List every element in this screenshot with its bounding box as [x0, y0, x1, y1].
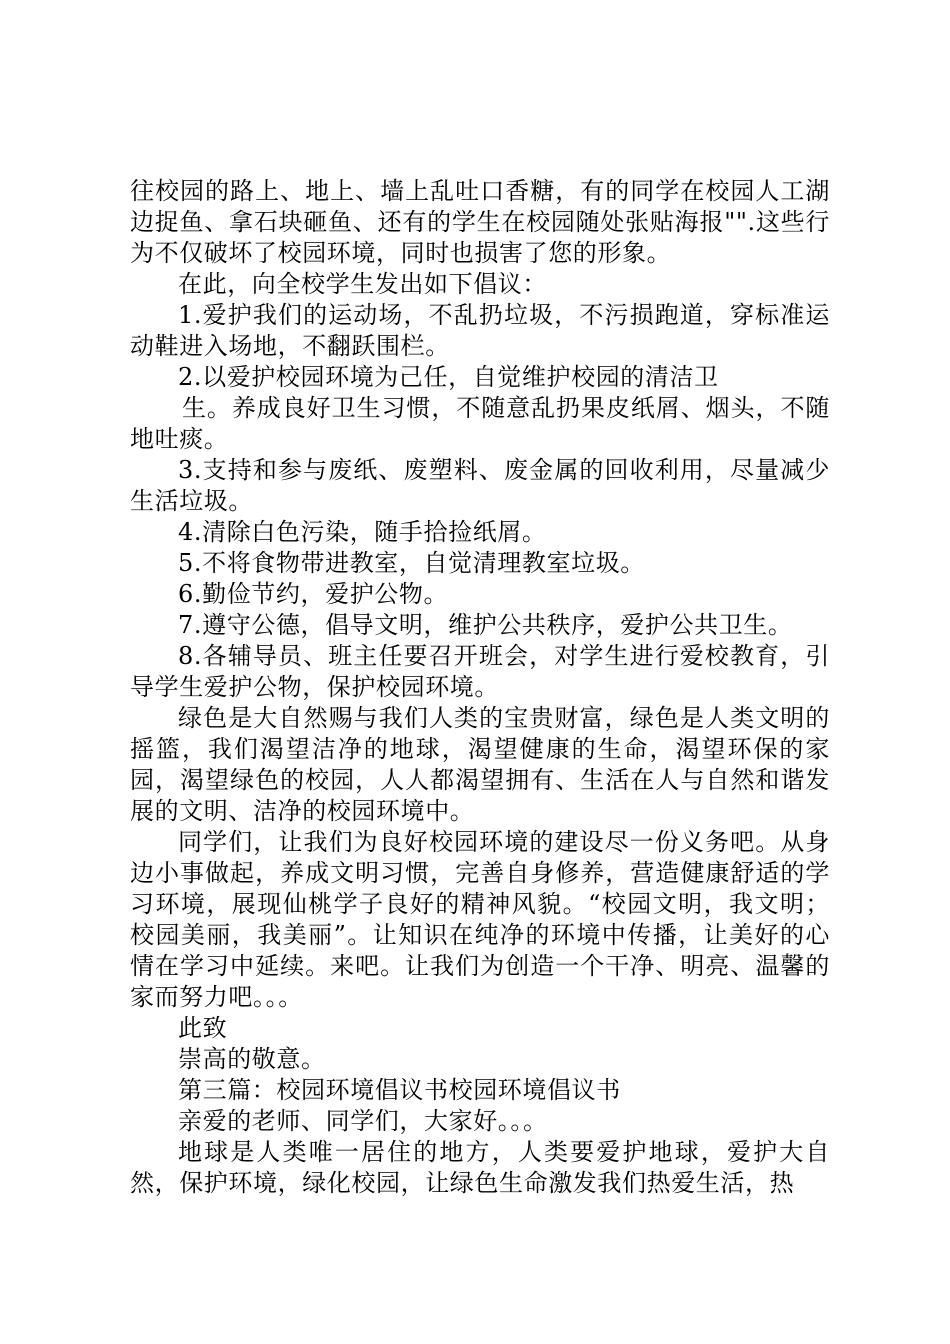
paragraph-item-1: 1.爱护我们的运动场，不乱扔垃圾，不污损跑道，穿标准运动鞋进入场地，不翻跃围栏。	[130, 301, 830, 360]
paragraph-regards: 崇高的敬意。	[178, 1045, 326, 1073]
paragraph-earth: 地球是人类唯一居住的地方，人类要爱护地球，爱护大自然，保护环境，绿化校园，让绿色生命激发我们热爱生活，热	[130, 1138, 830, 1197]
paragraph-item-8: 8.各辅导员、班主任要召开班会，对学生进行爱校教育，引导学生爱护公物，保护校园环境。	[130, 642, 830, 701]
paragraph-item-7: 7.遵守公德，倡导文明，维护公共秩序，爱护公共卫生。	[178, 611, 793, 639]
paragraph-item-2: 2.以爱护校园环境为己任，自觉维护校园的清洁卫	[178, 363, 719, 391]
paragraph-salutation: 此致	[178, 1014, 228, 1042]
paragraph-item-5: 5.不将食物带进教室，自觉清理教室垃圾。	[178, 549, 645, 577]
paragraph-green-wealth: 绿色是大自然赐与我们人类的宝贵财富，绿色是人类文明的摇篮，我们渴望洁净的地球，渴望健康的生命，渴望环保的家园，渴望绿色的校园，人人都渴望拥有、生活在人与自然和谐发展的文明、洁净的校园环境中。	[130, 704, 830, 825]
paragraph-proposal-intro: 在此，向全校学生发出如下倡议：	[178, 270, 547, 298]
paragraph-item-4: 4.清除白色污染，随手拾捡纸屑。	[178, 518, 547, 546]
document-body	[130, 176, 830, 1199]
paragraph-call-to-action: 同学们，让我们为良好校园环境的建设尽一份义务吧。从身边小事做起，养成文明习惯，完善自身修养，营造健康舒适的学习环境，展现仙桃学子良好的精神风貌。“校园文明，我文明；校园美丽，我美丽”。让知识在纯净的环境中传播，让美好的心情在学习中延续。来吧。让我们为创造一个干净、明亮、温馨的家而努力吧。。。	[130, 828, 830, 1011]
paragraph-item-2-continued: 生。养成良好卫生习惯，不随意乱扔果皮纸屑、烟头，不随地吐痰。	[130, 394, 830, 453]
paragraph-item-6: 6.勤俭节约，爱护公物。	[178, 580, 449, 608]
section-heading-third: 第三篇：校园环境倡议书校园环境倡议书	[178, 1076, 621, 1104]
paragraph-greeting: 亲爱的老师、同学们，大家好。。。	[178, 1107, 548, 1135]
paragraph-item-3: 3.支持和参与废纸、废塑料、废金属的回收利用，尽量减少生活垃圾。	[130, 456, 830, 515]
paragraph-continued-text: 往校园的路上、地上、墙上乱吐口香糖，有的同学在校园人工湖边捉鱼、拿石块砸鱼、还有的学生在校园随处张贴海报"".这些行为不仅破坏了校园环境，同时也损害了您的形象。	[130, 177, 830, 267]
